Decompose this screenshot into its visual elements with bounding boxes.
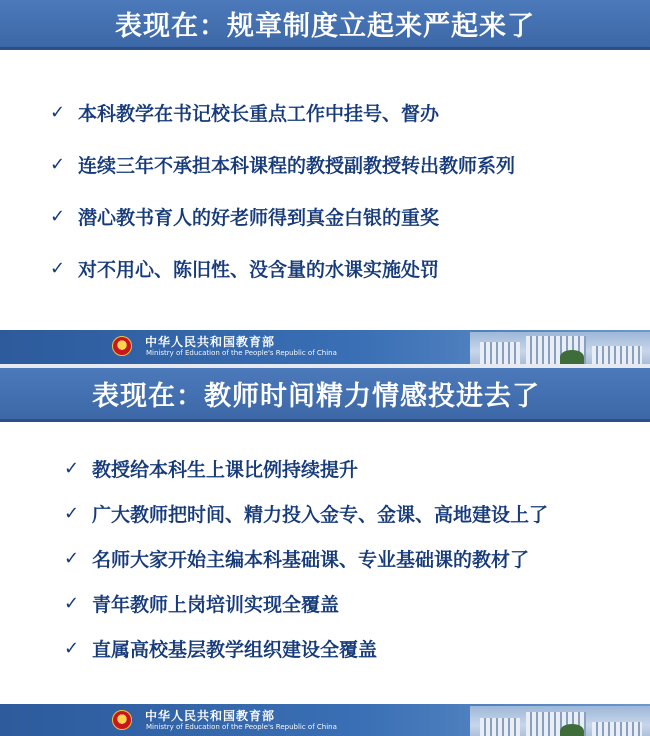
bullet-text: 青年教师上岗培训实现全覆盖 <box>92 593 340 616</box>
list-item <box>64 452 650 484</box>
checkmark-icon: ✓ <box>50 205 66 227</box>
ministry-footer <box>0 704 650 736</box>
list-item <box>64 497 650 529</box>
bullet-text: 直属高校基层教学组织建设全覆盖 <box>92 638 378 661</box>
bullet-list-2 <box>64 452 650 677</box>
bullet-list <box>50 94 650 302</box>
checkmark-icon: ✓ <box>64 457 80 479</box>
bullet-text: 本科教学在书记校长重点工作中挂号、督办 <box>78 102 440 125</box>
list-item <box>50 198 650 234</box>
slide-title: 表现在：规章制度立起来严起来了 <box>0 0 650 50</box>
list-item <box>64 587 650 619</box>
ministry-name-en: Ministry of Education of the People's Republic of China <box>146 349 337 357</box>
bullet-text: 对不用心、陈旧性、没含量的水课实施处罚 <box>78 258 440 281</box>
list-item <box>64 542 650 574</box>
bullet-text: 潜心教书育人的好老师得到真金白银的重奖 <box>78 206 440 229</box>
checkmark-icon: ✓ <box>64 502 80 524</box>
checkmark-icon: ✓ <box>64 592 80 614</box>
bullet-text: 广大教师把时间、精力投入金专、金课、高地建设上了 <box>92 503 549 526</box>
bullet-text: 教授给本科生上课比例持续提升 <box>92 458 359 481</box>
bullet-text: 连续三年不承担本科课程的教授副教授转出教师系列 <box>78 154 516 177</box>
checkmark-icon: ✓ <box>50 257 66 279</box>
slide-1 <box>0 0 650 364</box>
list-item <box>50 146 650 182</box>
building-image <box>470 332 650 364</box>
national-emblem-icon <box>112 710 132 730</box>
building-image <box>470 706 650 736</box>
ministry-footer <box>0 330 650 364</box>
checkmark-icon: ✓ <box>50 101 66 123</box>
bullet-text: 名师大家开始主编本科基础课、专业基础课的教材了 <box>92 548 530 571</box>
checkmark-icon: ✓ <box>50 153 66 175</box>
national-emblem-icon <box>112 336 132 356</box>
list-item <box>50 250 650 286</box>
list-item <box>50 94 650 130</box>
ministry-name-cn: 中华人民共和国教育部 <box>145 335 276 349</box>
ministry-name-cn: 中华人民共和国教育部 <box>145 709 276 723</box>
checkmark-icon: ✓ <box>64 637 80 659</box>
ministry-name-en: Ministry of Education of the People's Republic of China <box>146 723 337 731</box>
checkmark-icon: ✓ <box>64 547 80 569</box>
slide-title: 表现在：教师时间精力情感投进去了 <box>0 368 650 422</box>
list-item <box>64 632 650 664</box>
